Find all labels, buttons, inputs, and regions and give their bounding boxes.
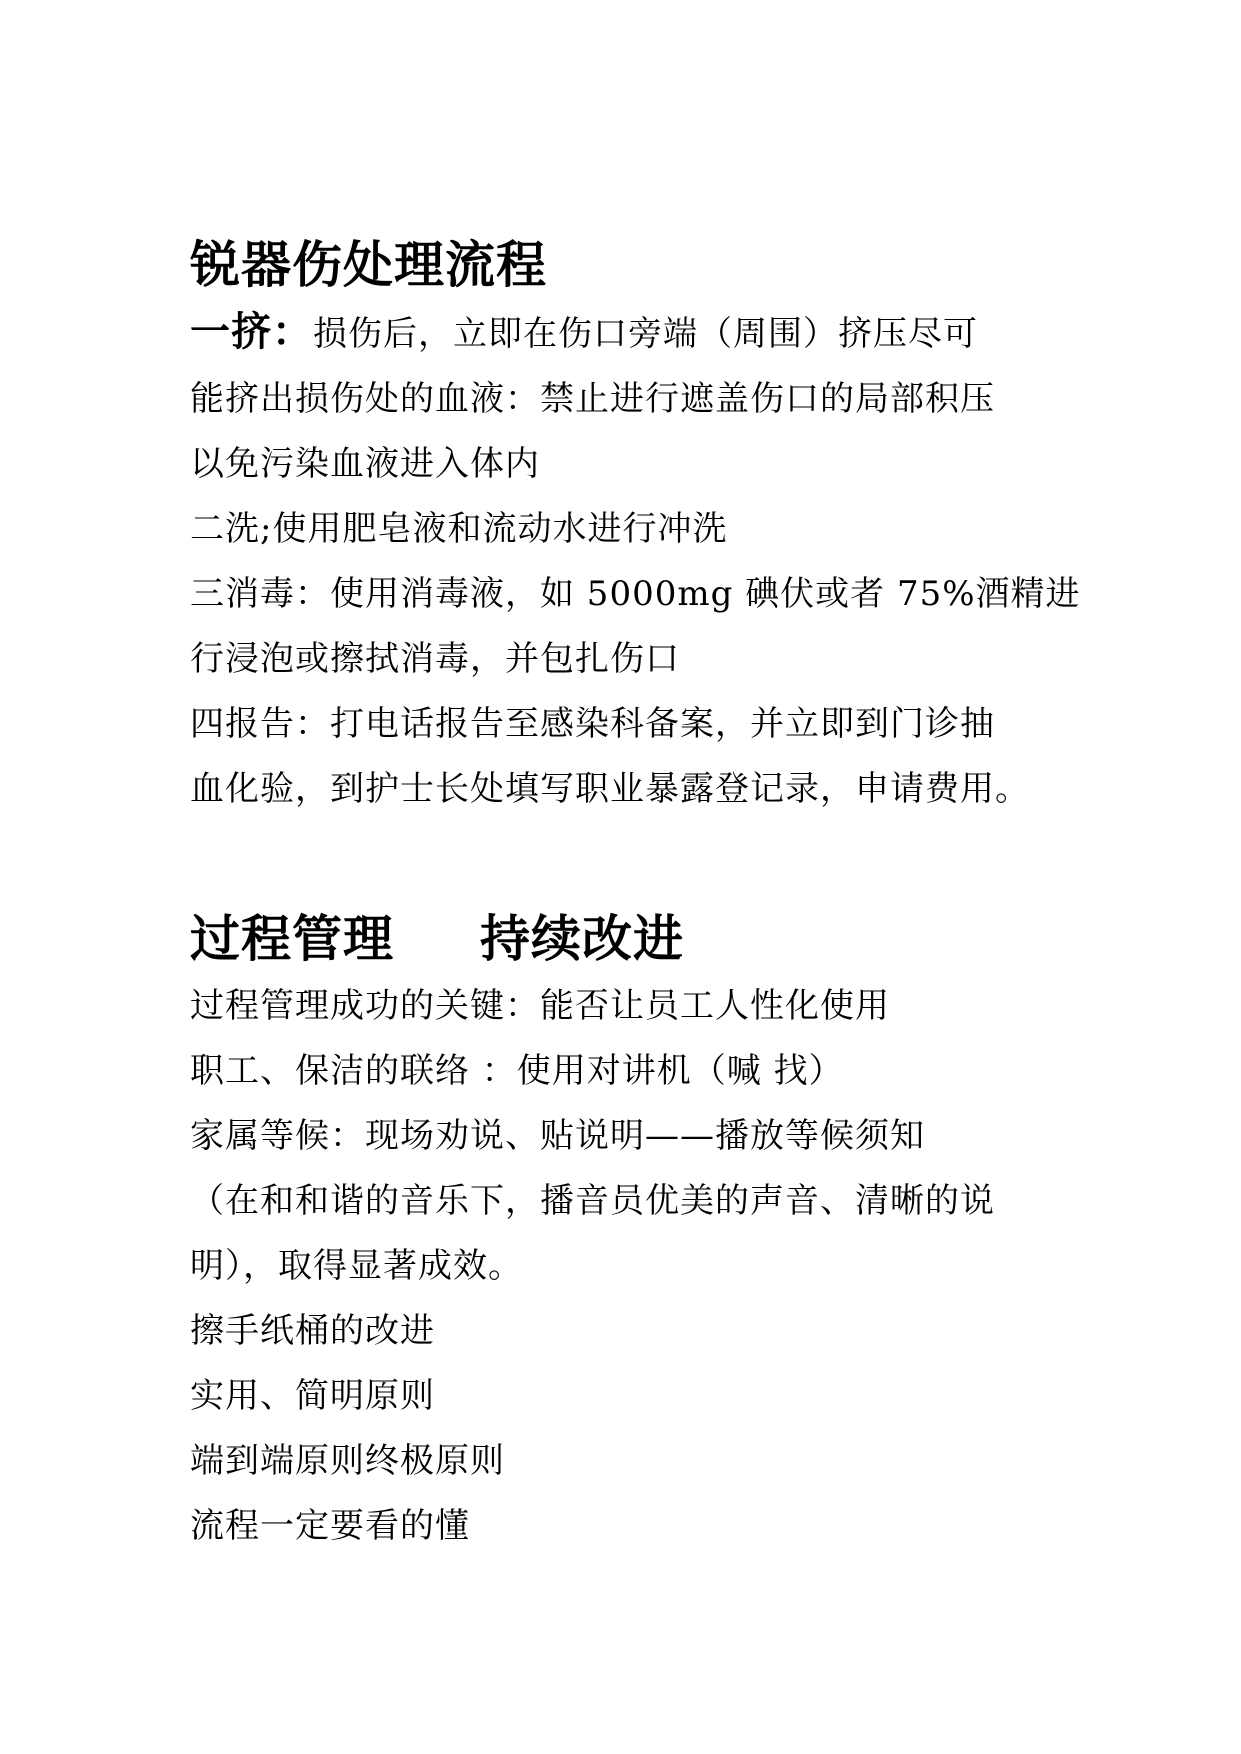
section-title-right: 持续改进: [480, 910, 684, 968]
step-squeeze-label: 一挤：: [190, 309, 313, 355]
step-squeeze-line-1: [190, 300, 1070, 367]
step-disinfect-line-2: 行浸泡或擦拭消毒，并包扎伤口: [190, 639, 680, 679]
step-disinfect: [190, 562, 1081, 692]
body-line: 家属等候：现场劝说、贴说明——播放等候须知: [190, 1116, 925, 1156]
step-wash-line: 二洗;使用肥皂液和流动水进行冲洗: [190, 509, 728, 549]
body-line: 明），取得显著成效。: [190, 1246, 523, 1286]
step-report-line-2: 血化验，到护士长处填写职业暴露登记录，申请费用。: [190, 769, 1030, 809]
body-line: 过程管理成功的关键：能否让员工人性化使用: [190, 986, 890, 1026]
step-squeeze: [190, 300, 1070, 497]
step-squeeze-line-3: 以免污染血液进入体内: [190, 444, 540, 484]
body-line: 擦手纸桶的改进: [190, 1311, 435, 1351]
step-disinfect-line-1: 三消毒：使用消毒液，如 5000mg 碘伏或者 75%酒精进: [190, 574, 1081, 614]
body-line: 职工、保洁的联络 ：使用对讲机（喊 找）: [190, 1051, 844, 1091]
step-wash: [190, 497, 1070, 562]
step-squeeze-line-2: 能挤出损伤处的血液：禁止进行遮盖伤口的局部积压: [190, 379, 995, 419]
section-title-sharps-injury: 锐器伤处理流程: [190, 236, 547, 294]
document-content: [190, 230, 1081, 1559]
body-line: 端到端原则终极原则: [190, 1441, 505, 1481]
body-line: 流程一定要看的懂: [190, 1506, 470, 1546]
step-report: [190, 692, 1070, 822]
process-management-body: [190, 974, 1070, 1559]
section-title-process-management: [190, 904, 1070, 974]
section-title-left: 过程管理: [190, 910, 394, 968]
step-squeeze-text-1: 损伤后，立即在伤口旁端（周围）挤压尽可: [313, 314, 978, 354]
body-line: （在和和谐的音乐下，播音员优美的声音、清晰的说: [190, 1181, 995, 1221]
step-report-line-1: 四报告：打电话报告至感染科备案，并立即到门诊抽: [190, 704, 995, 744]
body-line: 实用、简明原则: [190, 1376, 435, 1416]
